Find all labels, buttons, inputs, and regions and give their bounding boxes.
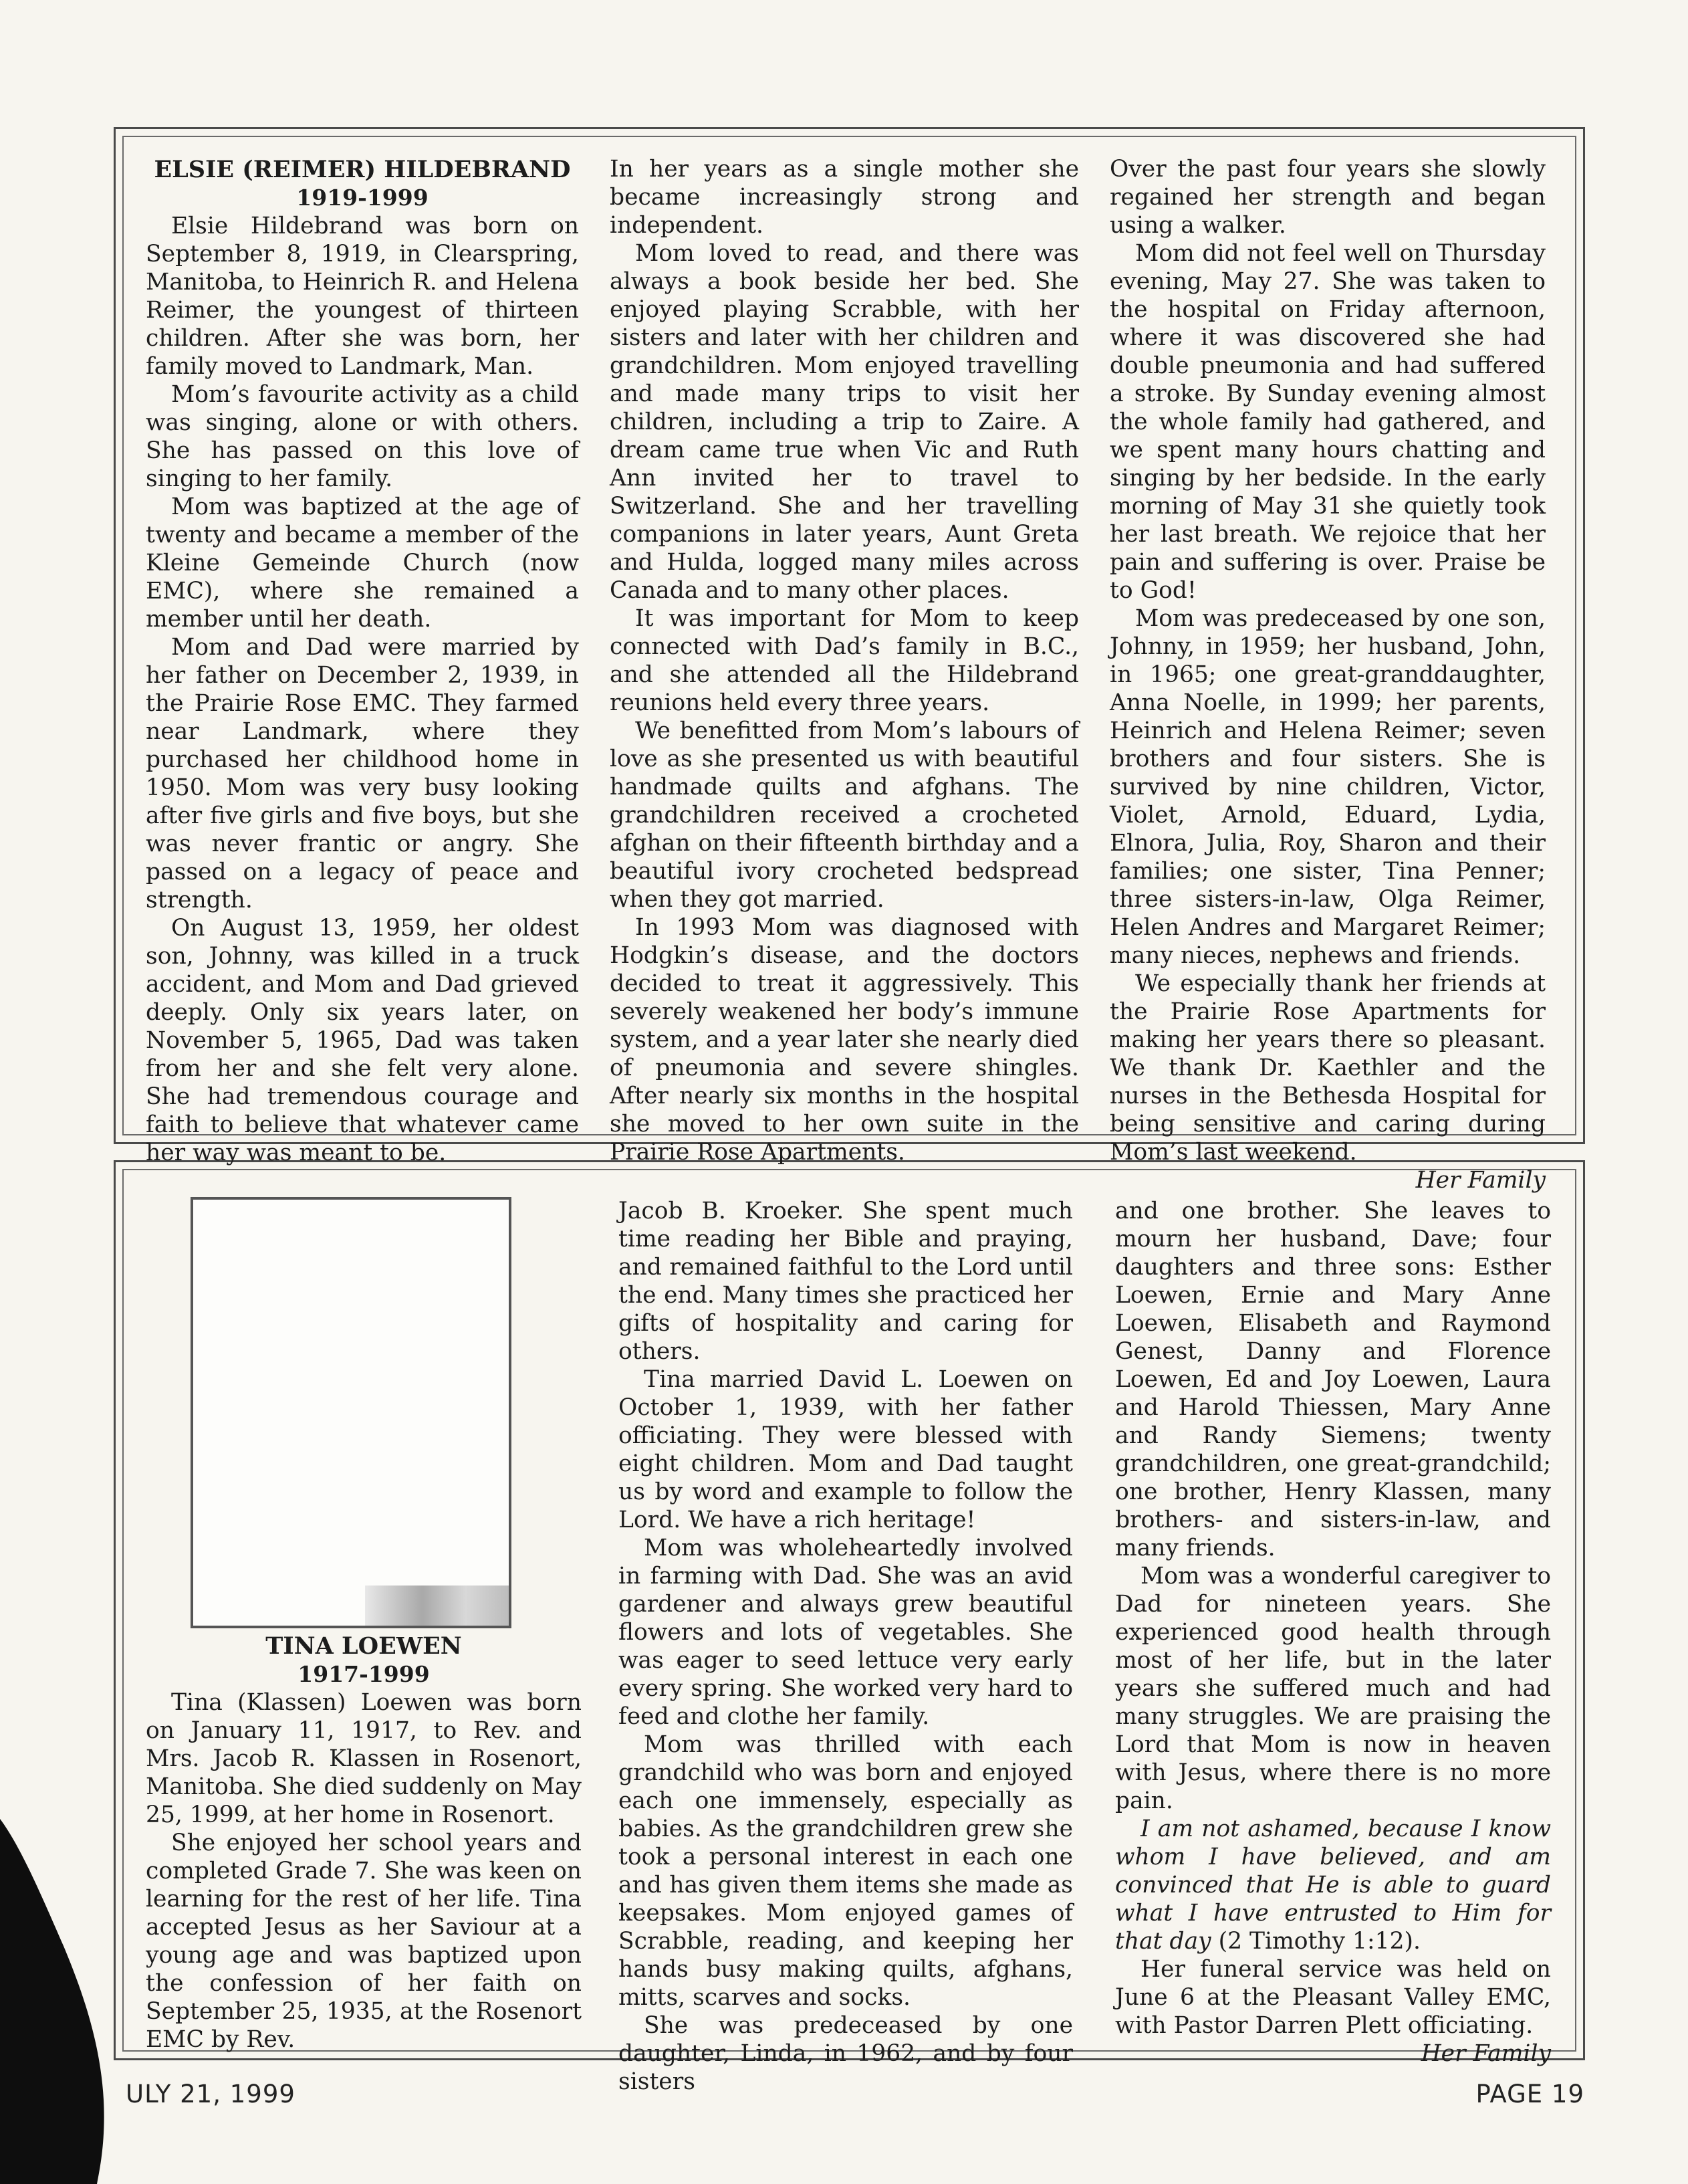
torn-edge-shadow <box>0 1819 107 2184</box>
paragraph: Her funeral service was held on June 6 at the Pleasant Valley EMC, with Pastor Darren Plett officiating. <box>1115 1956 1551 2039</box>
paragraph: Mom was a wonderful caregiver to Dad for nineteen years. She experienced good health through most of her life, but in the later years she suffered much and had many struggles. We are praising the Lord that Mom is now in heaven with Jesus, where there is no more pain. <box>1115 1563 1551 1814</box>
scripture-verse-text: I am not ashamed, because I know whom I have believed, and am convinced that He is able to guard what I have entrusted to Him for that day <box>1115 1816 1551 1955</box>
obituary1-signature: Her Family <box>1415 1167 1546 1194</box>
obituary2-column-1 <box>146 1632 582 2054</box>
paragraph: She enjoyed her school years and completed Grade 7. She was keen on learning for the rest of her life. Tina accepted Jesus as her Saviour at a young age and was baptized upon the confession of her faith on September 25, 1935, at the Rosenort EMC by Rev. <box>146 1830 582 2053</box>
obituary2-column-2 <box>618 1197 1073 2096</box>
paragraph: Jacob B. Kroeker. She spent much time reading her Bible and praying, and remained faithful to the Lord until the end. Many times she practiced her gifts of hospitality and caring for others. <box>618 1198 1073 1365</box>
paragraph: Tina married David L. Loewen on October 1, 1939, with her father officiating. They were blessed with eight children. Mom and Dad taught us by word and example to follow the Lord. We have a rich heritage! <box>618 1366 1073 1533</box>
obituary2-name: TINA LOEWEN <box>265 1632 462 1660</box>
footer-page-number: PAGE 19 <box>1475 2080 1584 2108</box>
paragraph: We especially thank her friends at the Prairie Rose Apartments for making her years there so pleasant. We thank Dr. Kaethler and the nurses in the Bethesda Hospital for being sensitive and caring during Mom’s last weekend. <box>1110 970 1546 1166</box>
obituary1-column-3 <box>1110 155 1546 1194</box>
paragraph: Mom was thrilled with each grandchild who was born and enjoyed each one immensely, especially as babies. As the grandchildren grew she took a personal interest in each one and has given them items she made as keepsakes. Mom enjoyed games of Scrabble, reading, and keeping her hands busy making quilts, afghans, mitts, scarves and socks. <box>618 1731 1073 2011</box>
paragraph: Tina (Klassen) Loewen was born on January 11, 1917, to Rev. and Mrs. Jacob R. Klassen in Rosenort, Manitoba. She died suddenly on May 25, 1999, at her home in Rosenort. <box>146 1689 582 1828</box>
scripture-reference: (2 Timothy 1:12). <box>1211 1928 1421 1955</box>
obituary2-column-3 <box>1115 1197 1551 2068</box>
paragraph: and one brother. She leaves to mourn her husband, Dave; four daughters and three sons: Esther Loewen, Ernie and Mary Anne Loewen, Elisabeth and Raymond Genest, Danny and Florence Loewen, Ed and Joy Loewen, Laura and Harold Thiessen, Mary Anne and Randy Siemens; twenty grandchildren, one great-grandchild; one brother, Henry Klassen, many brothers- and sisters-in-law, and many friends. <box>1115 1198 1551 1561</box>
footer-date: ULY 21, 1999 <box>126 2080 295 2108</box>
photo-shading <box>365 1586 509 1626</box>
portrait-photo-placeholder <box>191 1197 511 1628</box>
paragraph: Mom’s favourite activity as a child was singing, alone or with others. She has passed on this love of singing to her family. <box>146 381 579 492</box>
obituary2-years: 1917-1999 <box>297 1661 430 1687</box>
scripture-verse <box>1115 1815 1551 1955</box>
obituary2-signature: Her Family <box>1421 2040 1551 2067</box>
paragraph: She was predeceased by one daughter, Linda, in 1962, and by four sisters <box>618 2012 1073 2095</box>
paragraph: In her years as a single mother she became increasingly strong and independent. <box>610 156 1079 239</box>
paragraph: Mom loved to read, and there was always a book beside her bed. She enjoyed playing Scrabble, with her sisters and later with her children and grandchildren. Mom enjoyed travelling and made many trips to visit her children, including a trip to Zaire. A dream came true when Vic and Ruth Ann invited her to travel to Switzerland. She and her travelling companions in later years, Aunt Greta and Hulda, logged many miles across Canada and to many other places. <box>610 240 1079 604</box>
paragraph: Mom did not feel well on Thursday evening, May 27. She was taken to the hospital on Friday afternoon, where it was discovered she had double pneumonia and had suffered a stroke. By Sunday evening almost the whole family had gathered, and we spent many hours chatting and singing by her bedside. In the early morning of May 31 she quietly took her last breath. We rejoice that her pain and suffering is over. Praise be to God! <box>1110 240 1546 604</box>
paragraph: Mom and Dad were married by her father on December 2, 1939, in the Prairie Rose EMC. They farmed near Landmark, where they purchased her childhood home in 1950. Mom was very busy looking after five girls and five boys, but she was never frantic or angry. She passed on a legacy of peace and strength. <box>146 634 579 913</box>
paragraph: Mom was wholeheartedly involved in farming with Dad. She was an avid gardener and always grew beautiful flowers and lots of vegetables. She was eager to seed lettuce very early every spring. She worked very hard to feed and clothe her family. <box>618 1535 1073 1730</box>
obituary1-years: 1919-1999 <box>296 185 429 211</box>
paragraph: It was important for Mom to keep connected with Dad’s family in B.C., and she attended all the Hildebrand reunions held every three years. <box>610 605 1079 716</box>
obituary1-column-1 <box>146 155 579 1167</box>
paragraph: We benefitted from Mom’s labours of love as she presented us with beautiful handmade quilts and afghans. The grandchildren received a crocheted afghan on their fifteenth birthday and a beautiful ivory crocheted bedspread when they got married. <box>610 718 1079 913</box>
paragraph: Mom was baptized at the age of twenty and became a member of the Kleine Gemeinde Church (now EMC), where she remained a member until her death. <box>146 494 579 633</box>
obituary1-column-2 <box>610 155 1079 1166</box>
obituary1-name: ELSIE (REIMER) HILDEBRAND <box>154 156 571 183</box>
paragraph: Mom was predeceased by one son, Johnny, in 1959; her husband, John, in 1965; one great-granddaughter, Anna Noelle, in 1999; her parents, Heinrich and Helena Reimer; seven brothers and four sisters. She is survived by nine children, Victor, Violet, Arnold, Eduard, Lydia, Elnora, Julia, Roy, Sharon and their families; one sister, Tina Penner; three sisters-in-law, Olga Reimer, Helen Andres and Margaret Reimer; many nieces, nephews and friends. <box>1110 605 1546 969</box>
paragraph: On August 13, 1959, her oldest son, Johnny, was killed in a truck accident, and Mom and Dad grieved deeply. Only six years later, on November 5, 1965, Dad was taken from her and she felt very alone. She had tremendous courage and faith to believe that whatever came her way was meant to be. <box>146 915 579 1166</box>
paragraph: Elsie Hildebrand was born on September 8, 1919, in Clearspring, Manitoba, to Heinrich R. and Helena Reimer, the youngest of thirteen children. After she was born, her family moved to Landmark, Man. <box>146 213 579 380</box>
paragraph: Over the past four years she slowly regained her strength and began using a walker. <box>1110 156 1546 239</box>
paragraph: In 1993 Mom was diagnosed with Hodgkin’s disease, and the doctors decided to treat it aggressively. This severely weakened her body’s immune system, and a year later she nearly died of pneumonia and severe shingles. After nearly six months in the hospital she moved to her own suite in the Prairie Rose Apartments. <box>610 914 1079 1166</box>
